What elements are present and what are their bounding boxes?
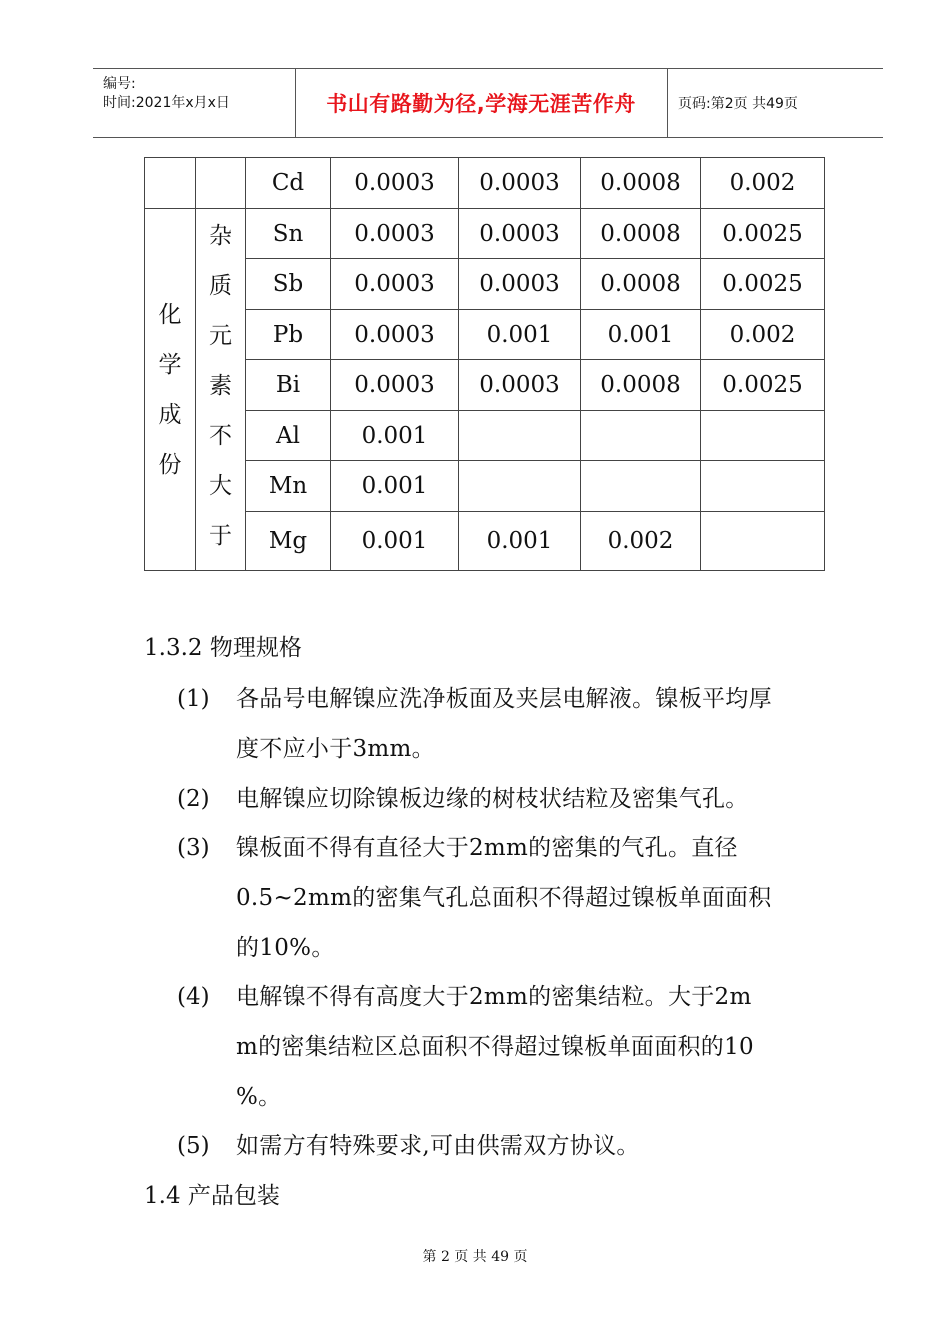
value-cell: 0.0003 <box>459 360 581 411</box>
value-cell: 0.0003 <box>331 209 459 259</box>
item-text-line: 电解镍应切除镍板边缘的树枝状结粒及密集气孔。 <box>236 786 749 812</box>
page-header <box>93 68 883 138</box>
value-cell: 0.0008 <box>581 259 701 310</box>
page-footer: 第 2 页 共 49 页 <box>422 1249 528 1265</box>
value-cell: 0.0003 <box>331 360 459 411</box>
item-text-line: 电解镍不得有高度大于2mm的密集结粒。大于2m <box>236 984 752 1010</box>
element-cell: Pb <box>246 310 331 360</box>
value-cell: 0.002 <box>581 512 701 571</box>
item-text-line: 如需方有特殊要求,可由供需双方协议。 <box>236 1133 640 1159</box>
value-cell: 0.0003 <box>459 158 581 209</box>
item-number: (1) <box>177 686 210 712</box>
table-cell-empty <box>145 158 196 209</box>
value-cell: 0.0003 <box>331 310 459 360</box>
value-cell: 0.002 <box>701 158 825 209</box>
value-cell: 0.0003 <box>331 158 459 209</box>
value-cell: 0.0025 <box>701 209 825 259</box>
table-row <box>145 209 825 259</box>
table-row <box>145 411 825 461</box>
value-cell: 0.0003 <box>459 209 581 259</box>
element-cell: Bi <box>246 360 331 411</box>
sub-label-cell <box>196 209 246 571</box>
code-label: 编号: <box>103 76 136 92</box>
item-text-line: 镍板面不得有直径大于2mm的密集的气孔。直径 <box>236 835 738 861</box>
value-cell: 0.001 <box>459 512 581 571</box>
value-cell: 0.001 <box>459 310 581 360</box>
motto-text: 书山有路勤为径,学海无涯苦作舟 <box>326 92 636 116</box>
value-cell: 0.0003 <box>459 259 581 310</box>
item-text-line: 度不应小于3mm。 <box>236 736 435 762</box>
page-code: 页码:第2页 共49页 <box>678 96 798 112</box>
table-cell-empty <box>196 158 246 209</box>
value-cell: 0.0008 <box>581 209 701 259</box>
item-number: (4) <box>177 984 210 1010</box>
value-cell <box>701 512 825 571</box>
value-cell: 0.0025 <box>701 259 825 310</box>
value-cell <box>459 411 581 461</box>
header-motto-cell <box>295 69 668 137</box>
element-cell: Cd <box>246 158 331 209</box>
section-heading-1-3-2: 1.3.2 物理规格 <box>144 635 302 661</box>
value-cell: 0.001 <box>331 461 459 512</box>
header-page-cell <box>668 69 883 137</box>
value-cell: 0.0003 <box>331 259 459 310</box>
value-cell: 0.001 <box>331 512 459 571</box>
section-heading-1-4: 1.4 产品包装 <box>144 1183 280 1209</box>
item-number: (5) <box>177 1133 210 1159</box>
value-cell: 0.002 <box>701 310 825 360</box>
value-cell <box>459 461 581 512</box>
element-cell: Al <box>246 411 331 461</box>
group-label-cell <box>145 209 196 571</box>
value-cell: 0.001 <box>581 310 701 360</box>
value-cell: 0.0008 <box>581 158 701 209</box>
value-cell <box>581 461 701 512</box>
value-cell: 0.001 <box>331 411 459 461</box>
item-text-line: 各品号电解镍应洗净板面及夹层电解液。镍板平均厚 <box>236 686 772 712</box>
element-cell: Sn <box>246 209 331 259</box>
item-number: (2) <box>177 786 210 812</box>
time-label: 时间:2021年x月x日 <box>103 95 230 111</box>
value-cell <box>701 411 825 461</box>
value-cell <box>581 411 701 461</box>
element-cell: Mg <box>246 512 331 571</box>
element-cell: Mn <box>246 461 331 512</box>
item-text-line: m的密集结粒区总面积不得超过镍板单面面积的10 <box>236 1034 754 1060</box>
value-cell <box>701 461 825 512</box>
sub-label: 杂质元素不大于 <box>209 223 232 549</box>
element-cell: Sb <box>246 259 331 310</box>
composition-table <box>144 157 825 571</box>
item-number: (3) <box>177 835 210 861</box>
table-row <box>145 259 825 310</box>
item-text-line: %。 <box>236 1084 282 1110</box>
group-label: 化学成份 <box>158 301 182 478</box>
item-text-line: 的10%。 <box>236 935 335 961</box>
header-meta-cell <box>93 69 296 137</box>
value-cell: 0.0025 <box>701 360 825 411</box>
table-row <box>145 461 825 512</box>
value-cell: 0.0008 <box>581 360 701 411</box>
item-text-line: 0.5~2mm的密集气孔总面积不得超过镍板单面面积 <box>236 885 772 911</box>
table-row <box>145 512 825 571</box>
table-row <box>145 360 825 411</box>
table-row <box>145 158 825 209</box>
table-row <box>145 310 825 360</box>
